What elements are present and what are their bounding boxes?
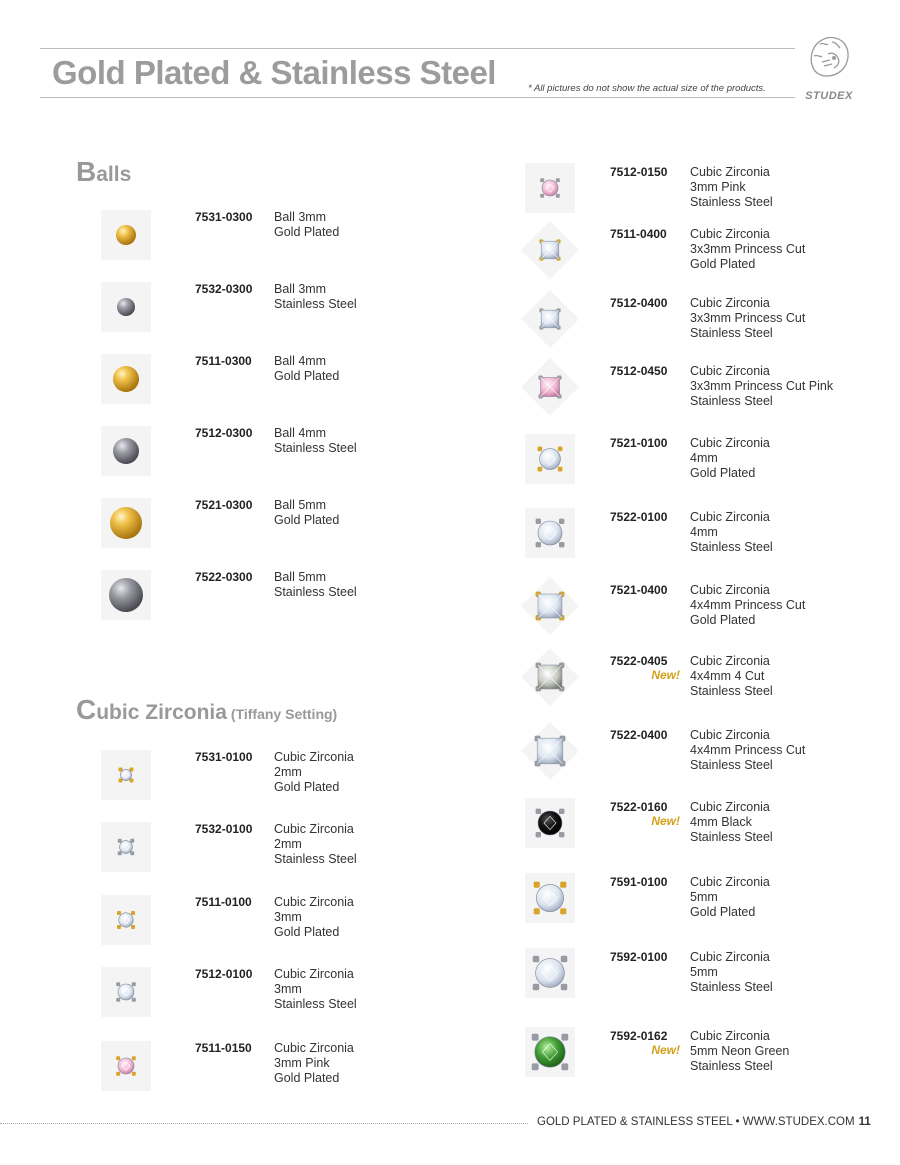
product-code-text: 7591-0100 [610, 875, 668, 889]
description-line: Gold Plated [690, 465, 756, 480]
product-code [610, 583, 680, 597]
pink-gem-gold-icon [101, 1041, 151, 1091]
product-description [690, 875, 860, 919]
green-gem-icon [525, 1027, 575, 1077]
product-thumbnail [101, 822, 151, 872]
footer-rule [0, 1123, 528, 1124]
cz-title-initial: C [76, 694, 97, 725]
description-line: Cubic Zirconia [690, 1029, 770, 1043]
product-code-text: 7532-0100 [195, 822, 253, 836]
product-code [610, 728, 680, 742]
clear-gem-steel-icon [101, 822, 151, 872]
product-code-text: 7521-0100 [610, 436, 668, 450]
description-line: Cubic Zirconia [690, 800, 770, 814]
description-line: Stainless Steel [690, 1058, 773, 1073]
description-line: 4x4mm 4 Cut [690, 668, 765, 683]
product-description [274, 498, 444, 528]
description-line: 2mm [274, 764, 302, 779]
product-thumbnail [525, 948, 575, 998]
product-code [610, 296, 680, 310]
description-line: Gold Plated [274, 779, 340, 794]
gold-ball-icon [101, 210, 151, 260]
description-line: 3x3mm Princess Cut [690, 241, 806, 256]
product-thumbnail [101, 210, 151, 260]
princess-gem-gold-icon [525, 581, 575, 631]
size-disclaimer: * All pictures do not show the actual size of the products. [528, 83, 766, 94]
product-thumbnail [525, 294, 575, 344]
description-line: Cubic Zirconia [690, 165, 770, 179]
product-thumbnail [101, 570, 151, 620]
description-line: Cubic Zirconia [690, 364, 770, 378]
description-line: Ball 5mm [274, 498, 327, 512]
description-line: 3x3mm Princess Cut [690, 310, 806, 325]
product-description [690, 510, 860, 554]
product-description [274, 1041, 444, 1085]
gold-ball-icon [101, 498, 151, 548]
clear-gem-steel-icon [525, 948, 575, 998]
steel-ball-icon [101, 426, 151, 476]
description-line: Stainless Steel [274, 296, 357, 311]
description-line: 3mm [274, 909, 302, 924]
product-thumbnail [525, 434, 575, 484]
product-code [195, 210, 265, 224]
description-line: Stainless Steel [690, 325, 773, 340]
description-line: Cubic Zirconia [690, 875, 770, 889]
description-line: Stainless Steel [274, 996, 357, 1011]
product-description [690, 950, 860, 994]
description-line: Stainless Steel [690, 539, 773, 554]
four-cut-gem-icon [525, 652, 575, 702]
description-line: Stainless Steel [690, 683, 773, 698]
description-line: Gold Plated [274, 368, 340, 383]
product-thumbnail [525, 798, 575, 848]
new-badge: New! [651, 668, 680, 682]
product-description [690, 364, 860, 408]
product-thumbnail [525, 1027, 575, 1077]
product-code-text: 7522-0160 [610, 800, 668, 814]
product-code [610, 510, 680, 524]
product-thumbnail [525, 508, 575, 558]
product-code [610, 227, 680, 241]
product-code-text: 7532-0300 [195, 282, 253, 296]
description-line: Cubic Zirconia [274, 895, 354, 909]
studex-logo [798, 30, 860, 102]
product-code-text: 7531-0300 [195, 210, 253, 224]
description-line: Cubic Zirconia [274, 967, 354, 981]
footer-text: GOLD PLATED & STAINLESS STEEL • WWW.STUDEX.COM [537, 1116, 855, 1128]
product-thumbnail [101, 282, 151, 332]
description-line: Cubic Zirconia [274, 822, 354, 836]
product-code-text: 7511-0300 [195, 354, 252, 368]
product-thumbnail [525, 163, 575, 213]
description-line: Stainless Steel [274, 584, 357, 599]
description-line: Gold Plated [690, 904, 756, 919]
product-thumbnail [525, 225, 575, 275]
princess-gem-steel-icon [525, 294, 575, 344]
description-line: Stainless Steel [274, 851, 357, 866]
description-line: 5mm [690, 889, 718, 904]
product-description [690, 227, 860, 271]
description-line: Stainless Steel [690, 757, 773, 772]
product-code [610, 1029, 680, 1057]
product-description [690, 728, 860, 772]
product-description [274, 426, 444, 456]
product-thumbnail [525, 726, 575, 776]
description-line: Ball 3mm [274, 210, 327, 224]
description-line: Cubic Zirconia [690, 654, 770, 668]
product-code [610, 950, 680, 964]
product-description [274, 354, 444, 384]
product-thumbnail [101, 895, 151, 945]
product-code [195, 822, 265, 836]
description-line: Stainless Steel [690, 979, 773, 994]
product-code-text: 7522-0300 [195, 570, 253, 584]
description-line: Cubic Zirconia [690, 296, 770, 310]
product-description [690, 436, 860, 480]
description-line: 3mm Pink [274, 1055, 330, 1070]
product-thumbnail [525, 362, 575, 412]
product-code-text: 7511-0150 [195, 1041, 252, 1055]
product-description [274, 750, 444, 794]
product-thumbnail [101, 354, 151, 404]
page-number: 11 [858, 1116, 871, 1128]
product-code-text: 7522-0400 [610, 728, 668, 742]
product-description [274, 570, 444, 600]
clear-gem-gold-icon [101, 895, 151, 945]
description-line: Cubic Zirconia [690, 510, 770, 524]
product-code [610, 654, 680, 682]
product-code [195, 354, 265, 368]
description-line: 3mm [274, 981, 302, 996]
description-line: 3x3mm Princess Cut Pink [690, 378, 834, 393]
product-code-text: 7522-0405 [610, 654, 668, 668]
logo-text: STUDEX [805, 90, 853, 102]
title-rule [40, 97, 795, 98]
description-line: Stainless Steel [690, 393, 773, 408]
product-thumbnail [101, 967, 151, 1017]
new-badge: New! [651, 814, 680, 828]
page-title: Gold Plated & Stainless Steel [52, 54, 496, 91]
balls-title-initial: B [76, 156, 97, 187]
cz-section-subtitle: (Tiffany Setting) [230, 706, 338, 722]
pink-gem-steel-icon [525, 163, 575, 213]
description-line: Gold Plated [274, 924, 340, 939]
product-description [274, 895, 444, 939]
gold-ball-icon [101, 354, 151, 404]
product-code-text: 7512-0450 [610, 364, 668, 378]
product-description [274, 282, 444, 312]
product-description [690, 583, 860, 627]
product-thumbnail [525, 873, 575, 923]
steel-ball-icon [101, 282, 151, 332]
description-line: Ball 3mm [274, 282, 327, 296]
product-code-text: 7592-0100 [610, 950, 668, 964]
product-code-text: 7511-0400 [610, 227, 667, 241]
princess-pink-gem-icon [525, 362, 575, 412]
page-footer [537, 1116, 871, 1128]
product-description [274, 822, 444, 866]
product-code [195, 895, 265, 909]
description-line: Ball 5mm [274, 570, 327, 584]
product-thumbnail [525, 581, 575, 631]
product-thumbnail [101, 426, 151, 476]
product-description [690, 800, 860, 844]
new-badge: New! [651, 1043, 680, 1057]
clear-gem-gold-icon [525, 873, 575, 923]
product-description [690, 296, 860, 340]
black-gem-icon [525, 798, 575, 848]
product-code [610, 436, 680, 450]
description-line: Gold Plated [690, 612, 756, 627]
product-description [274, 210, 444, 240]
description-line: 4mm [690, 524, 718, 539]
cz-title-rest: ubic Zirconia [96, 701, 227, 724]
clear-gem-gold-icon [101, 750, 151, 800]
cz-section-title [76, 694, 337, 726]
description-line: Ball 4mm [274, 426, 327, 440]
description-line: Cubic Zirconia [690, 950, 770, 964]
product-code-text: 7512-0100 [195, 967, 253, 981]
product-code [610, 364, 680, 378]
princess-gem-steel-icon [525, 726, 575, 776]
product-code-text: 7521-0300 [195, 498, 253, 512]
description-line: 2mm [274, 836, 302, 851]
product-code-text: 7512-0150 [610, 165, 668, 179]
product-code [195, 750, 265, 764]
product-code [195, 1041, 265, 1055]
product-code-text: 7521-0400 [610, 583, 668, 597]
product-description [690, 654, 860, 698]
steel-ball-icon [101, 570, 151, 620]
description-line: Cubic Zirconia [274, 750, 354, 764]
product-code-text: 7512-0400 [610, 296, 668, 310]
product-description [274, 967, 444, 1011]
description-line: Ball 4mm [274, 354, 327, 368]
description-line: Gold Plated [274, 1070, 340, 1085]
description-line: Gold Plated [690, 256, 756, 271]
description-line: Stainless Steel [690, 194, 773, 209]
description-line: 4mm [690, 450, 718, 465]
description-line: 5mm Neon Green [690, 1043, 790, 1058]
product-code [195, 282, 265, 296]
balls-section-title [76, 156, 131, 188]
description-line: Stainless Steel [274, 440, 357, 455]
top-rule [40, 48, 795, 49]
description-line: Gold Plated [274, 512, 340, 527]
product-code-text: 7512-0300 [195, 426, 253, 440]
description-line: 4x4mm Princess Cut [690, 742, 806, 757]
description-line: Cubic Zirconia [274, 1041, 354, 1055]
princess-gem-gold-icon [525, 225, 575, 275]
product-code [610, 800, 680, 828]
product-thumbnail [101, 1041, 151, 1091]
product-description [690, 1029, 860, 1073]
clear-gem-steel-icon [525, 508, 575, 558]
description-line: Cubic Zirconia [690, 583, 770, 597]
description-line: 3mm Pink [690, 179, 746, 194]
clear-gem-gold-icon [525, 434, 575, 484]
product-code [610, 875, 680, 889]
clear-gem-steel-icon [101, 967, 151, 1017]
lion-head-icon [798, 30, 860, 90]
product-code-text: 7531-0100 [195, 750, 253, 764]
description-line: Stainless Steel [690, 829, 773, 844]
product-thumbnail [101, 750, 151, 800]
product-code-text: 7522-0100 [610, 510, 668, 524]
description-line: Cubic Zirconia [690, 227, 770, 241]
product-code [195, 967, 265, 981]
product-code-text: 7511-0100 [195, 895, 252, 909]
description-line: 4x4mm Princess Cut [690, 597, 806, 612]
product-description [690, 165, 860, 209]
balls-title-rest: alls [96, 163, 132, 186]
product-thumbnail [525, 652, 575, 702]
product-thumbnail [101, 498, 151, 548]
product-code [610, 165, 680, 179]
product-code [195, 570, 265, 584]
product-code-text: 7592-0162 [610, 1029, 668, 1043]
product-code [195, 426, 265, 440]
description-line: Gold Plated [274, 224, 340, 239]
description-line: Cubic Zirconia [690, 728, 770, 742]
product-code [195, 498, 265, 512]
description-line: 5mm [690, 964, 718, 979]
description-line: Cubic Zirconia [690, 436, 770, 450]
description-line: 4mm Black [690, 814, 752, 829]
